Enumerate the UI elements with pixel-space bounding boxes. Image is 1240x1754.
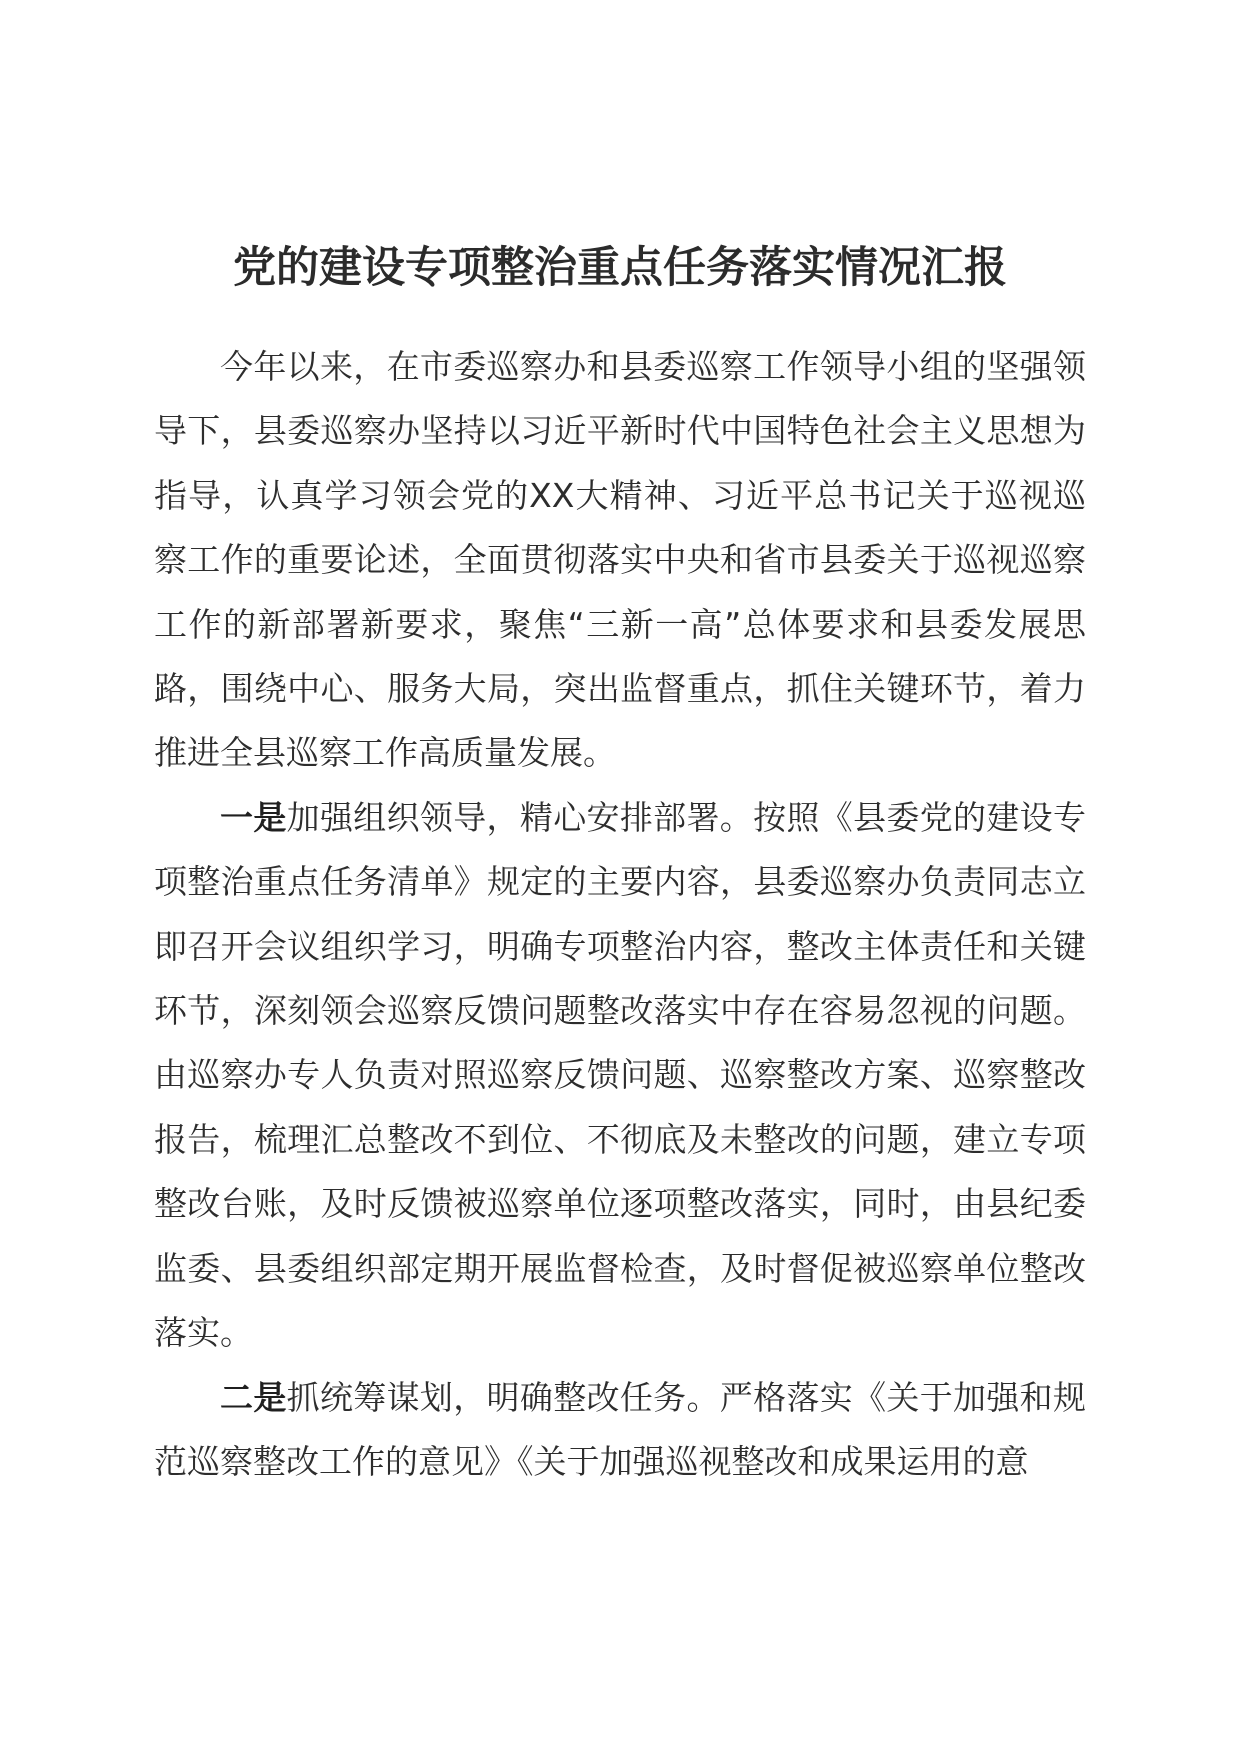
paragraph-text: 抓统筹谋划，明确整改任务。严格落实《关于加强和规范巡察整改工作的意见》《关于加强巡视整改和成果运用的意: [154, 1377, 1087, 1481]
paragraph-text: 今年以来，在市委巡察办和县委巡察工作领导小组的坚强领导下，县委巡察办坚持以习近平新时代中国特色社会主义思想为指导，认真学习领会党的XX大精神、习近平总书记关于巡视巡察工作的重要论述，全面贯彻落实中央和省市县委关于巡视巡察工作的新部署新要求，聚焦“三新一高”总体要求和县委发展思路，围绕中心、服务大局，突出监督重点，抓住关键环节，着力推进全县巡察工作高质量发展。: [154, 347, 1086, 773]
paragraph-point-two: [154, 1366, 1086, 1495]
paragraph-lead: 二是: [220, 1377, 287, 1417]
document-body: [154, 335, 1086, 1494]
paragraph-point-one: [154, 786, 1086, 1366]
paragraph-text: 加强组织领导，精心安排部署。按照《县委党的建设专项整治重点任务清单》规定的主要内容，县委巡察办负责同志立即召开会议组织学习，明确专项整治内容，整改主体责任和关键环节，深刻领会巡察反馈问题整改落实中存在容易忽视的问题。由巡察办专人负责对照巡察反馈问题、巡察整改方案、巡察整改报告，梳理汇总整改不到位、不彻底及未整改的问题，建立专项整改台账，及时反馈被巡察单位逐项整改落实，同时，由县纪委监委、县委组织部定期开展监督检查，及时督促被巡察单位整改落实。: [154, 797, 1087, 1353]
paragraph-lead: 一是: [220, 797, 287, 837]
paragraph-intro: [154, 335, 1086, 786]
document-title: 党的建设专项整治重点任务落实情况汇报: [233, 243, 1007, 293]
